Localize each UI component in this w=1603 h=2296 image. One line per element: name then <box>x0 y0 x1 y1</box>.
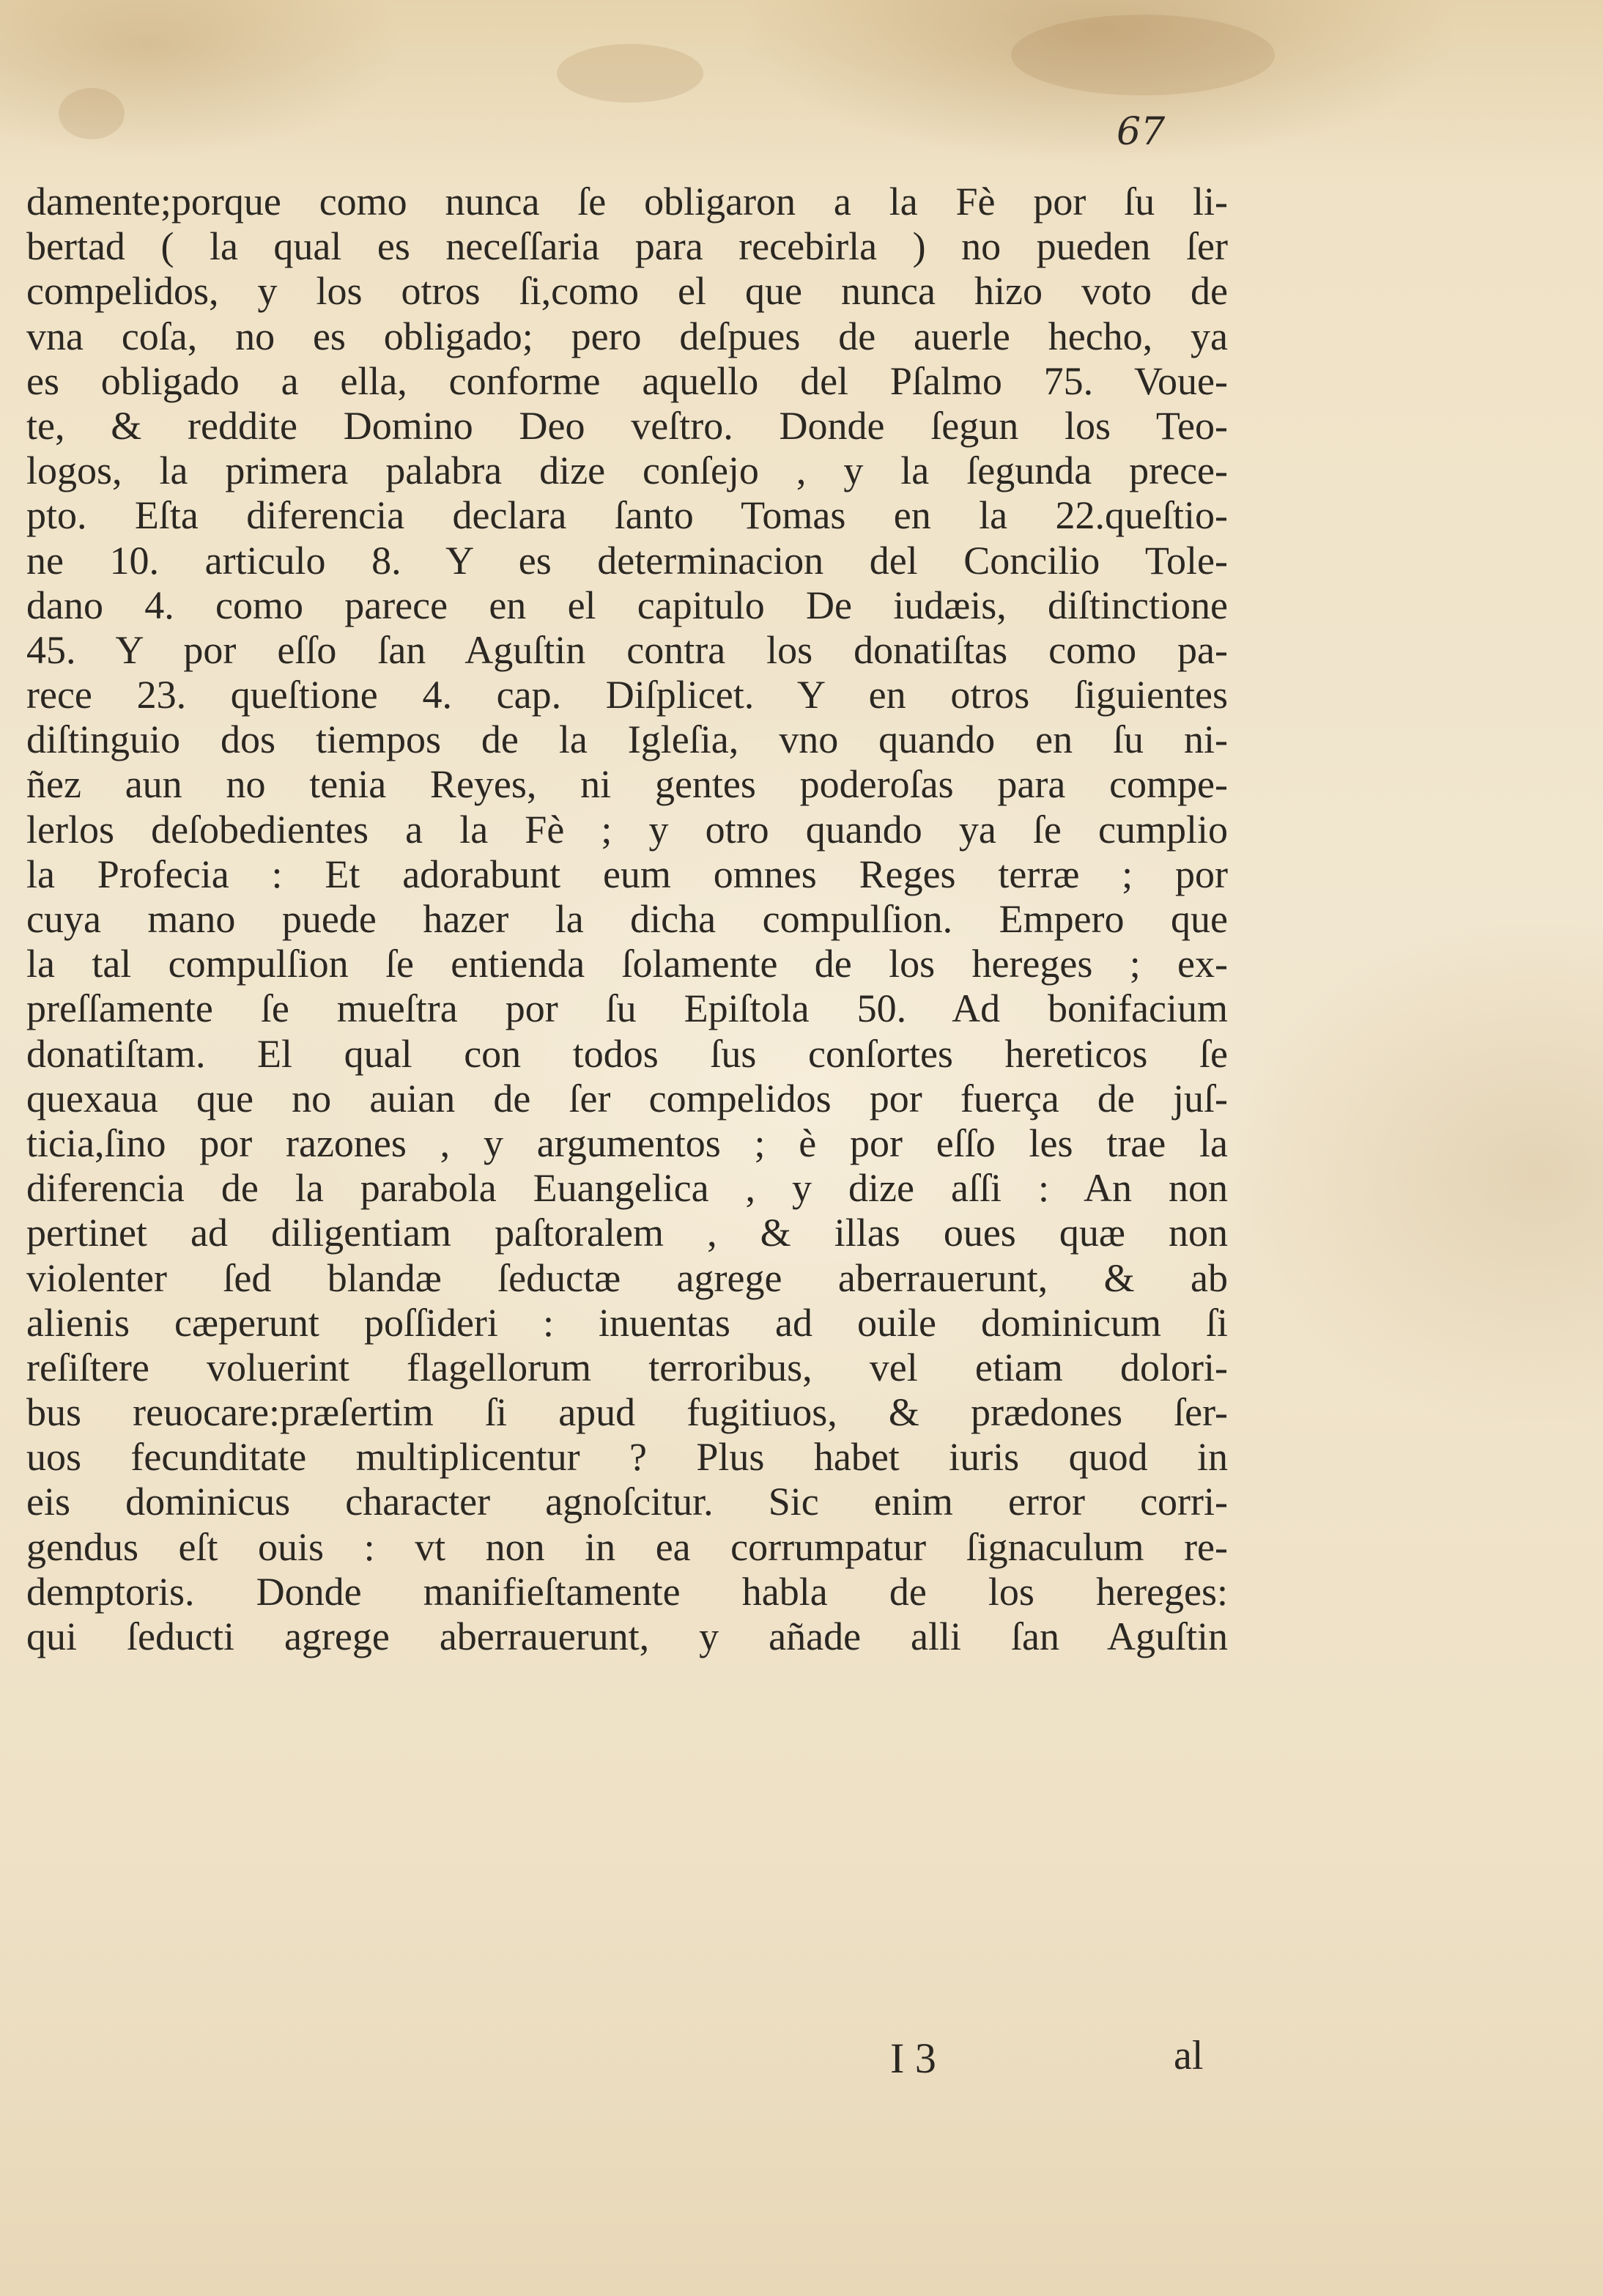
text-line: es obligado a ella, conforme aquello del Pſalmo 75. Voue- <box>26 358 1228 403</box>
text-line: uos fecunditate multiplicentur ? Plus habet iuris quod in <box>26 1435 1228 1480</box>
text-line: diſtinguio dos tiempos de la Igleſia, vno quando en ſu ni- <box>26 717 1228 762</box>
text-line: donatiſtam. El qual con todos ſus conſortes hereticos ſe <box>26 1031 1228 1076</box>
text-line: ne 10. articulo 8. Y es determinacion del Concilio Tole- <box>26 538 1228 583</box>
text-line: la Profecia : Et adorabunt eum omnes Reges terræ ; por <box>26 852 1228 896</box>
text-line: quexaua que no auian de ſer compelidos por fuerça de juſ- <box>26 1076 1228 1121</box>
text-line: te, & reddite Domino Deo veſtro. Donde ſegun los Teo- <box>26 403 1228 448</box>
text-line: la tal compulſion ſe entienda ſolamente de los hereges ; ex- <box>26 942 1228 986</box>
text-line: rece 23. queſtione 4. cap. Diſplicet. Y en otros ſiguientes <box>26 673 1228 717</box>
text-line: cuya mano puede hazer la dicha compulſion. Empero que <box>26 897 1228 941</box>
text-line: damente;porque como nunca ſe obligaron a la Fè por ſu li- <box>26 180 1228 224</box>
foxing-stain <box>1011 15 1275 95</box>
body-text <box>26 180 1228 1659</box>
text-line: eis dominicus character agnoſcitur. Sic enim error corri- <box>26 1480 1228 1524</box>
text-line: lerlos deſobedientes a la Fè ; y otro quando ya ſe cumplio <box>26 807 1228 852</box>
text-line: pto. Eſta diferencia declara ſanto Tomas en la 22.queſtio- <box>26 493 1228 538</box>
text-line: dano 4. como parece en el capitulo De iudæis, diſtinctione <box>26 583 1228 627</box>
text-line: 45. Y por eſſo ſan Aguſtin contra los donatiſtas como pa- <box>26 627 1228 672</box>
text-line: ticia,ſino por razones , y argumentos ; è por eſſo les trae la <box>26 1121 1228 1165</box>
text-line: compelidos, y los otros ſi,como el que nunca hizo voto de <box>26 269 1228 314</box>
text-line: bertad ( la qual es neceſſaria para recebirla ) no pueden ſer <box>26 224 1228 269</box>
signature-mark: I 3 <box>890 2034 936 2082</box>
text-line: preſſamente ſe mueſtra por ſu Epiſtola 50. Ad bonifacium <box>26 986 1228 1031</box>
text-line: alienis cæperunt poſſideri : inuentas ad ouile dominicum ſi <box>26 1300 1228 1345</box>
text-line: ñez aun no tenia Reyes, ni gentes poderoſas para compe- <box>26 762 1228 807</box>
text-line: bus reuocare:præſertim ſi apud fugitiuos, & prædones ſer- <box>26 1390 1228 1435</box>
foxing-stain <box>59 88 125 139</box>
text-line: pertinet ad diligentiam paſtoralem , & illas oues quæ non <box>26 1211 1228 1255</box>
text-line: gendus eſt ouis : vt non in ea corrumpatur ſignaculum re- <box>26 1524 1228 1569</box>
text-line: vna coſa, no es obligado; pero deſpues de auerle hecho, ya <box>26 314 1228 358</box>
text-line: qui ſeducti agrege aberrauerunt, y añade alli ſan Aguſtin <box>26 1614 1228 1658</box>
page-number: 67 <box>1117 110 1166 154</box>
text-line: reſiſtere voluerint flagellorum terroribus, vel etiam dolori- <box>26 1345 1228 1389</box>
text-line: logos, la primera palabra dize conſejo , y la ſegunda prece- <box>26 449 1228 493</box>
text-line: violenter ſed blandæ ſeductæ agrege aberrauerunt, & ab <box>26 1255 1228 1300</box>
foxing-stain <box>557 44 703 103</box>
catchword: al <box>1174 2033 1204 2078</box>
text-line: diferencia de la parabola Euangelica , y dize aſſi : An non <box>26 1166 1228 1211</box>
text-line: demptoris. Donde manifieſtamente habla de los hereges: <box>26 1569 1228 1614</box>
